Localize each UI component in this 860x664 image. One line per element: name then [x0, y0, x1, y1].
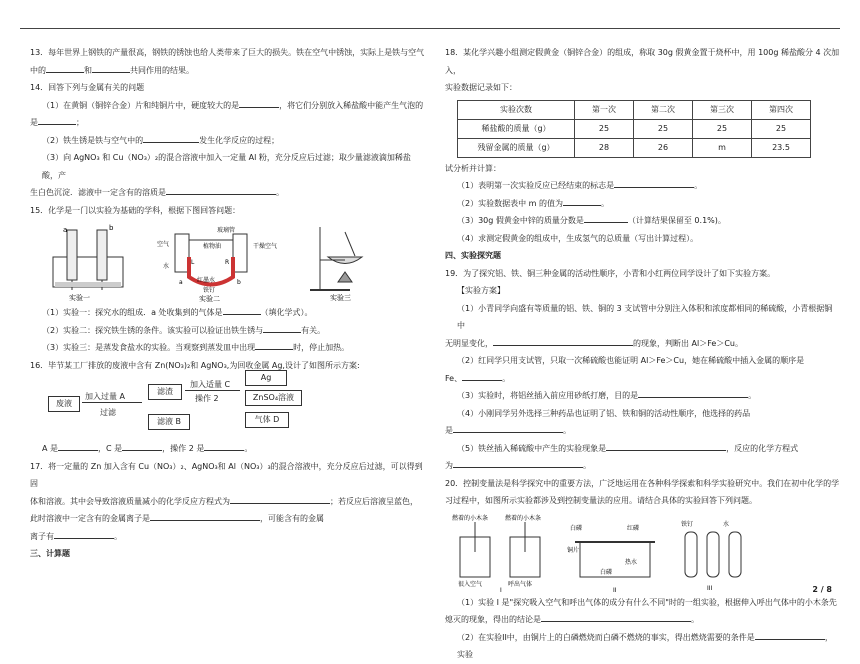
section-4-title: 四、实验探究题: [445, 251, 501, 260]
q18-text: 试分析并计算：: [445, 163, 501, 173]
svg-text:红墨水: 红墨水: [197, 277, 216, 284]
blank[interactable]: [453, 422, 563, 433]
blank[interactable]: [255, 339, 293, 350]
right-column: [445, 44, 840, 664]
svg-text:很入空气: 很入空气: [458, 580, 483, 588]
table-row: 稀盐酸的质量（g） 25 25 25 25: [458, 119, 811, 138]
fig1-label-a: a: [63, 226, 68, 234]
q16-title: 16．毕节某工厂排放的废液中含有 Zn(NO₃)₂和 AgNO₃,为回收金属 Ag,设计了如图所示方案:: [30, 360, 360, 370]
blank[interactable]: [54, 528, 114, 539]
svg-text:空气: 空气: [157, 241, 170, 248]
flow-ag: Ag: [245, 370, 287, 386]
svg-text:铜片: 铜片: [567, 546, 580, 554]
q19-text: （1）小青同学向盛有等质量的铝、铁、铜的 3 支试管中分别注入体积和浓度都相同的稀硫酸，小青根据铜中: [457, 303, 833, 330]
q19-text: 是 。: [445, 422, 840, 440]
q19-text: 无明显变化， 的现象，判断出 Al＞Fe＞Cu。: [445, 335, 840, 353]
blank[interactable]: [223, 304, 261, 315]
q19-text: （5）铁丝插入稀硫酸中产生的实验现象是 ，反应的化学方程式: [445, 440, 840, 458]
q15-title: 15．化学是一门以实验为基础的学科，根据下图回答问题：: [30, 205, 241, 215]
q15-figures: [30, 222, 425, 302]
flow-znso4: ZnSO₄溶液: [245, 390, 302, 406]
blank[interactable]: [263, 322, 301, 333]
blank[interactable]: [453, 457, 583, 468]
fig1-caption: 实验一: [69, 294, 90, 302]
flow-add-c: 加入适量 C: [190, 380, 231, 389]
svg-text:白磷: 白磷: [570, 524, 583, 532]
svg-text:干燥空气: 干燥空气: [253, 243, 278, 250]
q17-text: 离子有 。: [30, 528, 425, 546]
svg-text:R: R: [225, 259, 230, 266]
q19-text: （3）实验时，将铝丝插入前应用砂纸打磨，目的是 。: [445, 387, 840, 405]
blank[interactable]: [606, 440, 726, 451]
blank[interactable]: [755, 629, 825, 640]
blank[interactable]: [239, 97, 279, 108]
table-header-row: 实验次数 第一次 第二次 第三次 第四次: [458, 100, 811, 119]
svg-text:红磷: 红磷: [627, 524, 640, 532]
svg-text:玻璃管: 玻璃管: [217, 227, 236, 234]
electrolysis-figure: [45, 222, 135, 302]
q19-text: Fe、 。: [445, 370, 840, 388]
blank[interactable]: [584, 212, 628, 223]
blank[interactable]: [204, 440, 244, 451]
q20-text: （2）在实验II中，由铜片上的白磷燃烧而白磷不燃烧的事实，得出燃烧需要的条件是 ，实验: [445, 629, 840, 664]
q19-text: 【实验方案】: [457, 286, 505, 295]
q18-data-table: [457, 100, 811, 158]
flow-filter: 过滤: [100, 408, 116, 417]
q16-flowchart: [30, 373, 425, 436]
blank[interactable]: [46, 62, 84, 73]
q20-figures: [445, 512, 840, 592]
blank[interactable]: [541, 611, 691, 622]
svg-text:燃着的小木条: 燃着的小木条: [505, 514, 542, 522]
svg-text:水: 水: [723, 520, 730, 528]
q18-text: 18．某化学兴趣小组测定假黄金（铜锌合金）的组成，称取 30g 假黄金置于烧杯中，用 100g 稀盐酸分 4 次加入，: [445, 48, 840, 75]
flow-waste: 废液: [48, 396, 80, 412]
svg-text:II: II: [613, 586, 617, 592]
svg-text:铁钉: 铁钉: [203, 287, 216, 294]
q13-text: 13．每年世界上钢铁的产量很高，钢铁的锈蚀也给人类带来了巨大的损失。铁在空气中锈蚀，实际上是铁与空气: [30, 48, 425, 57]
q20-text: 20．控制变量法是科学探究中的重要方法，广泛地运用在各种科学探索和科学实验研究中。我们在初中化学的学: [445, 478, 840, 488]
flow-residue: 滤渣: [148, 384, 182, 400]
svg-text:水: 水: [163, 263, 170, 270]
blank[interactable]: [150, 510, 260, 521]
q13-text: 中的 和 共同作用的结果。: [30, 62, 425, 80]
iron-rust-figure: [145, 222, 280, 302]
flow-add-a: 加入过量 A: [85, 392, 126, 401]
blank[interactable]: [614, 177, 694, 188]
blank[interactable]: [122, 440, 162, 451]
q19-text: （4）小刚同学另外选择三种药品也证明了铝、铁和铜的活动性顺序，他选择的药品: [457, 408, 751, 418]
svg-text:I: I: [500, 586, 502, 592]
svg-text:铁钉: 铁钉: [681, 520, 694, 528]
blank[interactable]: [493, 335, 633, 346]
rust-tubes-figure: [673, 512, 753, 592]
q20-text: 熄灭的现象，得出的结论是 。: [445, 611, 840, 629]
q15-3: （3）实验三：是蒸发食盐水的实验。当观察到蒸发皿中出现 时，停止加热。: [30, 339, 425, 357]
page-number: 2 / 8: [812, 585, 832, 594]
svg-text:燃着的小木条: 燃着的小木条: [452, 514, 489, 522]
blank[interactable]: [166, 184, 276, 195]
q17-text: 体和溶液。其中会导致溶液质量减小的化学反应方程式为 ；若反应后溶液呈蓝色，: [30, 493, 425, 511]
section-3-title: 三、计算题: [30, 549, 70, 558]
flow-gas-d: 气体 D: [245, 412, 289, 428]
q20-text: （1）实验 I 是"探究吸入空气和呼出气体的成分有什么不同"时的一组实验，根据伸入呼出气体中的小木条先: [457, 597, 837, 607]
combustion-experiment-figure: [565, 512, 665, 592]
blank[interactable]: [462, 370, 502, 381]
fig1-label-b: b: [109, 224, 114, 232]
q17-text: 此时溶液中一定含有的金属离子是 ，可能含有的金属: [30, 510, 425, 528]
q19-text: （2）红同学只用支试管，只取一次稀硫酸也能证明 Al＞Fe＞Cu，她在稀硫酸中插入金属的顺序是: [457, 356, 805, 365]
q14-2: （2）铁生锈是铁与空气中的 发生化学反应的过程；: [30, 132, 425, 150]
header-rule: [20, 28, 840, 29]
evaporation-figure: [300, 222, 400, 302]
q14-title: 14．回答下列与金属有关的问题: [30, 83, 145, 92]
q20-text: 习过程中，如图所示实验都涉及到控制变量法的应用。请结合具体的实验回答下列问题。: [445, 496, 757, 505]
svg-text:b: b: [237, 279, 241, 286]
svg-text:白磷: 白磷: [600, 568, 613, 576]
q18-sub1: （1）表明第一次实验反应已经结束的标志是 。: [445, 177, 840, 195]
flow-op2: 操作 2: [195, 394, 219, 403]
blank[interactable]: [638, 387, 748, 398]
q18-sub4: （4）求测定假黄金的组成中，生成氢气的总质量（写出计算过程）。: [457, 233, 699, 243]
blank[interactable]: [143, 132, 199, 143]
svg-text:III: III: [707, 584, 713, 592]
svg-text:热水: 热水: [625, 558, 638, 566]
fig2-caption: 实验二: [199, 295, 220, 302]
q14-1-cont: 是 ；: [30, 114, 425, 132]
svg-text:L: L: [191, 259, 195, 266]
q14-1: （1）在黄铜（铜锌合金）片和纯铜片中，硬度较大的是 ，将它们分别放入稀盐酸中能产生气泡的: [30, 97, 425, 115]
svg-text:呼出气体: 呼出气体: [508, 580, 533, 588]
q18-sub2: （2）实验数据表中 m 的值为 。: [445, 195, 840, 213]
breath-experiment-figure: [450, 512, 560, 592]
q14-3: （3）向 AgNO₃ 和 Cu（NO₃）₂的混合溶液中加入一定量 Al 粉，充分反应后过滤；取少量滤液滴加稀盐酸，产: [42, 153, 411, 180]
blank[interactable]: [563, 195, 601, 206]
blank[interactable]: [230, 493, 330, 504]
left-column: [30, 44, 425, 563]
fig3-caption: 实验三: [330, 294, 351, 302]
q15-2: （2）实验二：探究铁生锈的条件。该实验可以验证出铁生锈与 有关。: [30, 322, 425, 340]
q18-text: 实验数据记录如下：: [445, 83, 517, 92]
svg-text:a: a: [179, 279, 183, 286]
blank[interactable]: [92, 62, 130, 73]
q14-3-cont: 生白色沉淀．滤液中一定含有的溶质是 。: [30, 184, 425, 202]
svg-text:植物油: 植物油: [203, 243, 222, 250]
blank[interactable]: [58, 440, 98, 451]
flow-filtrate-b: 滤液 B: [148, 414, 190, 430]
q18-sub3: （3）30g 假黄金中锌的质量分数是 （计算结果保留至 0.1%)。: [445, 212, 840, 230]
q16-answers: A 是 ，C 是 ，操作 2 是 。: [30, 440, 425, 458]
q15-1: （1）实验一：探究水的组成．a 处收集到的气体是 （填化学式）。: [30, 304, 425, 322]
table-row: 残留金属的质量（g） 28 26 m 23.5: [458, 138, 811, 157]
q17-text: 17．将一定量的 Zn 加入含有 Cu（NO₃）₂、AgNO₃和 Al（NO₃）₃的混合溶液中，充分反应后过滤，可以得到固: [30, 461, 423, 488]
blank[interactable]: [38, 114, 76, 125]
q19-text: 19．为了探究铝、铁、铜三种金属的活动性顺序，小青和小红两位同学设计了如下实验方案。: [445, 268, 776, 278]
q19-text: 为 。: [445, 457, 840, 475]
